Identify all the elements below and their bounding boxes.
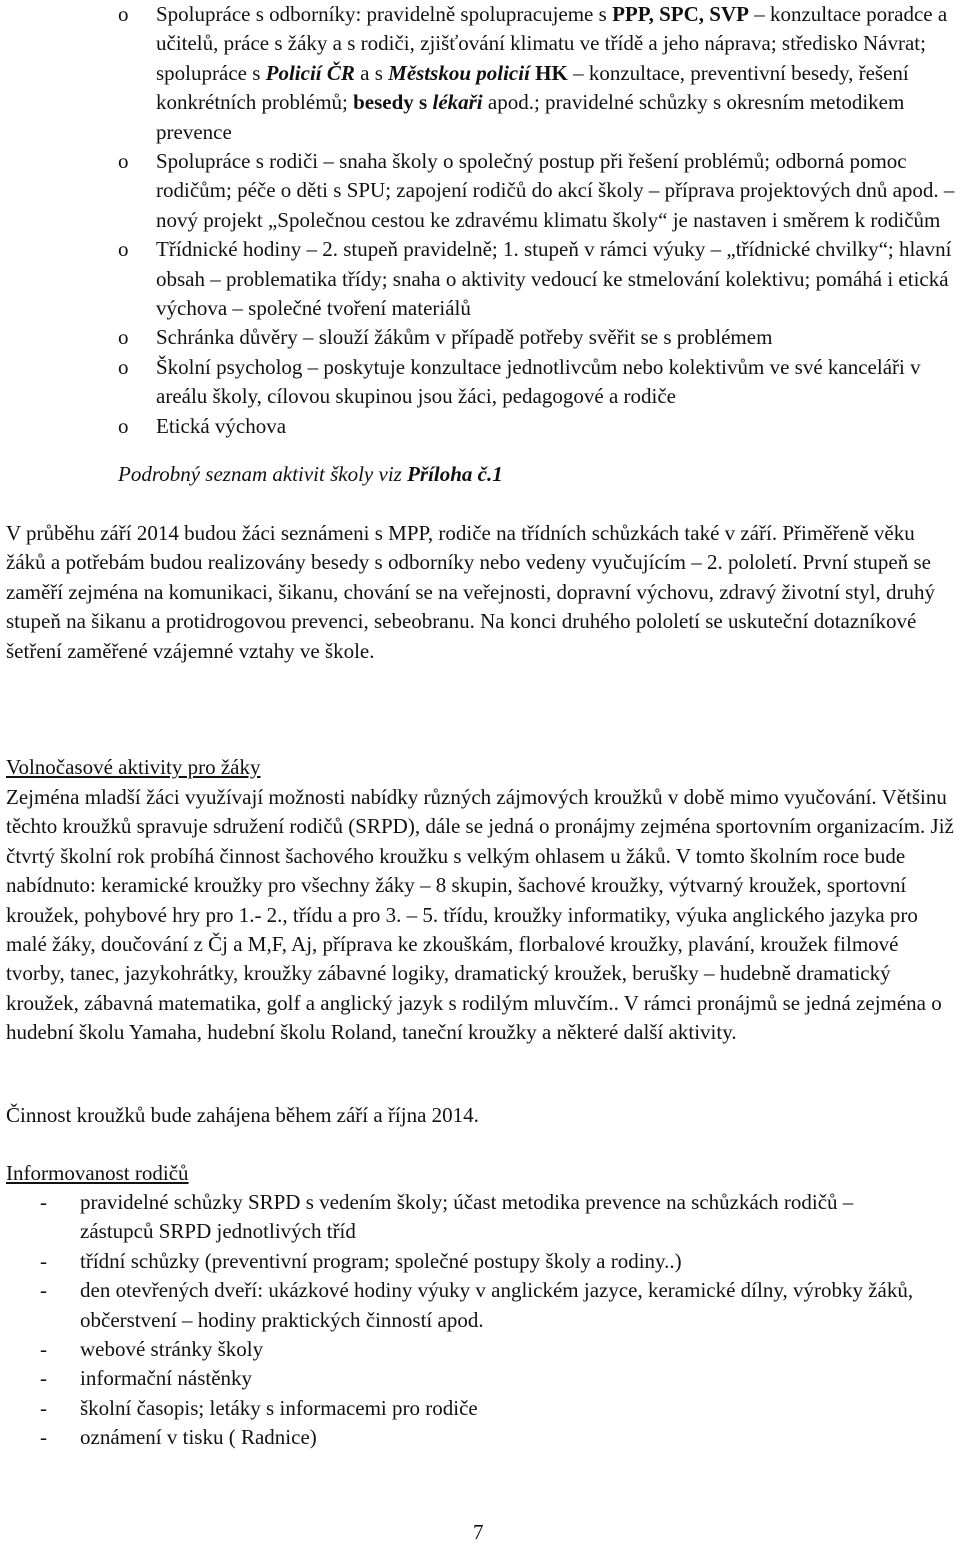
text-run: a s [354, 60, 389, 85]
list-item-open-day [0, 1276, 960, 1335]
list-item-class-meetings [0, 1247, 960, 1276]
text-run: HK [535, 60, 568, 85]
bullet-marker: o [118, 413, 129, 438]
heading-leisure-activities: Volnočasové aktivity pro žáky [6, 755, 261, 779]
list-item-text [156, 355, 921, 408]
bullet-marker: o [118, 325, 129, 350]
text-run: Policií ČR [265, 60, 355, 85]
list-item-text [156, 149, 954, 232]
text-run: Třídnické hodiny – 2. stupeň pravidelně; 1. stupeň v rámci výuky – „třídnické chvilky“; hlavní obsah – problematika třídy; snaha o aktivity vedoucí ke stmelování kolektivu; pomáhá i etická výchova – společné tvoření materiálů [156, 237, 952, 321]
list-item-text [156, 237, 951, 320]
appendix-reference-link: Příloha č.1 [407, 462, 503, 486]
list-item-text: oznámení v tisku ( Radnice) [80, 1425, 317, 1450]
page-number: 7 [473, 1520, 484, 1544]
text-run: apod.; pravidelné schůzky s okresním metodikem prevence [156, 90, 905, 144]
paragraph-september: V průběhu září 2014 budou žáci seznámeni s MPP, rodiče na třídních schůzkách také v září. Přiměřeně věku žáků a potřebám budou realizovány besedy s odborníky nebo vedeny vyučujícím – 2. pololetí. První stupeň se zaměří zejména na komunikaci, šikanu, chování se na veřejnosti, dopravní výchovu, zdravý životní styl, druhý stupeň na šikanu a protidrogovou prevenci, sebeobranu. Na konci druhého pololetí se uskuteční dotazníkové šetření zaměřené vzájemné vztahy ve škole. [6, 521, 935, 663]
list-item-psychologist [0, 353, 960, 412]
text-run: Městskou policií [388, 60, 530, 85]
list-item-parents [0, 147, 960, 235]
list-item-text: pravidelné schůzky SRPD s vedením školy; účast metodika prevence na schůzkách rodičů – zástupců SRPD jednotlivých tříd [80, 1190, 854, 1244]
list-item-class-hours [0, 235, 960, 323]
text-run: Schránka důvěry – slouží žákům v případě potřeby svěřit se s problémem [156, 325, 773, 350]
list-item-notice-boards [0, 1364, 960, 1393]
dash-marker: - [40, 1425, 47, 1450]
list-item-trust-box [0, 323, 960, 352]
text-run: Etická výchova [156, 413, 287, 438]
appendix-reference-text: Podrobný seznam aktivit školy viz [118, 462, 408, 486]
dash-marker: - [40, 1366, 47, 1391]
list-item-experts [0, 0, 960, 147]
list-item-text: školní časopis; letáky s informacemi pro rodiče [80, 1395, 478, 1420]
list-item-press [0, 1423, 960, 1452]
bullet-marker: o [118, 354, 129, 379]
dash-marker: - [40, 1337, 47, 1362]
bullet-marker: o [118, 2, 129, 26]
text-run: Školní psycholog – poskytuje konzultace jednotlivcům nebo kolektivům ve své kanceláři v areálu školy, cílovou skupinou jsou žáci, pedagogové a rodiče [156, 354, 921, 409]
text-run: – konzultace, preventivní besedy, řešení konkrétních problémů; [156, 60, 909, 115]
bullet-marker: o [118, 149, 129, 174]
heading-parent-information: Informovanost rodičů [6, 1161, 189, 1185]
cooperation-list [0, 0, 960, 441]
appendix-reference [118, 460, 503, 489]
text-run: Spolupráce s rodiči – snaha školy o společný postup při řešení problémů; odborná pomoc rodičům; péče o děti s SPU; zapojení rodičů do akcí školy – příprava projektových dnů apod. – nový projekt „Společnou cestou ke zdravému klimatu školy“ je nastaven i směrem k rodičům [156, 149, 955, 232]
list-item-website [0, 1335, 960, 1364]
text-run: PPP, SPC, SVP [612, 2, 749, 26]
list-item-text: webové stránky školy [80, 1337, 264, 1362]
paragraph-clubs-start: Činnost kroužků bude zahájena během září a října 2014. [6, 1103, 479, 1127]
dash-marker: - [40, 1190, 47, 1214]
list-item-text [156, 2, 947, 144]
list-item-text: den otevřených dveří: ukázkové hodiny výuky v anglickém jazyce, keramické dílny, výrobky žáků, občerstvení – hodiny praktických činností apod. [80, 1278, 914, 1332]
dash-marker: - [40, 1278, 47, 1303]
parent-information-list [0, 1188, 960, 1453]
list-item-school-magazine [0, 1394, 960, 1423]
list-item-text [156, 325, 772, 349]
dash-marker: - [40, 1248, 47, 1273]
list-item-text: třídní schůzky (preventivní program; společné postupy školy a rodiny..) [80, 1248, 682, 1273]
list-item-text [156, 414, 286, 438]
list-item-srpd-meetings [0, 1188, 960, 1247]
text-run: lékaři [432, 90, 483, 115]
list-item-text: informační nástěnky [80, 1366, 253, 1391]
text-run: Spolupráce s odborníky: pravidelně spolupracujeme s [156, 2, 613, 26]
bullet-marker: o [118, 237, 129, 262]
list-item-ethics [0, 412, 960, 441]
paragraph-leisure-activities: Zejména mladší žáci využívají možnosti nabídky různých zájmových kroužků v době mimo vyučování. Většinu těchto kroužků spravuje sdružení rodičů (SRPD), dále se jedná o pronájmy zejména sportovním organizacím. Již čtvrtý školní rok probíhá činnost šachového kroužku s velkým ohlasem u žáků. V tomto školním roce bude nabídnuto: keramické kroužky pro všechny žáky – 8 skupin, šachové kroužky, výtvarný kroužek, sportovní kroužek, pohybové hry pro 1.- 2., třídu a pro 3. – 5. třídu, kroužky informatiky, výuka anglického jazyka pro malé žáky, doučování z Čj a M,F, Aj, příprava ke zkouškám, florbalové kroužky, plavání, kroužek filmové tvorby, tanec, jazykohrátky, kroužky zábavné logiky, dramatický kroužek, berušky – hudebně dramatický kroužek, zábavná matematika, golf a anglický jazyk s rodilým mluvčím.. V rámci pronájmů se jedná zejména o hudební školu Yamaha, hudební školu Roland, taneční kroužky a některé další aktivity. [6, 785, 954, 1045]
text-run: besedy s [353, 90, 433, 115]
dash-marker: - [40, 1395, 47, 1420]
text-run: – konzultace poradce a učitelů, práce s žáky a s rodiči, zjišťování klimatu ve třídě a jeho náprava; středisko Návrat; spolupráce s [156, 2, 948, 85]
